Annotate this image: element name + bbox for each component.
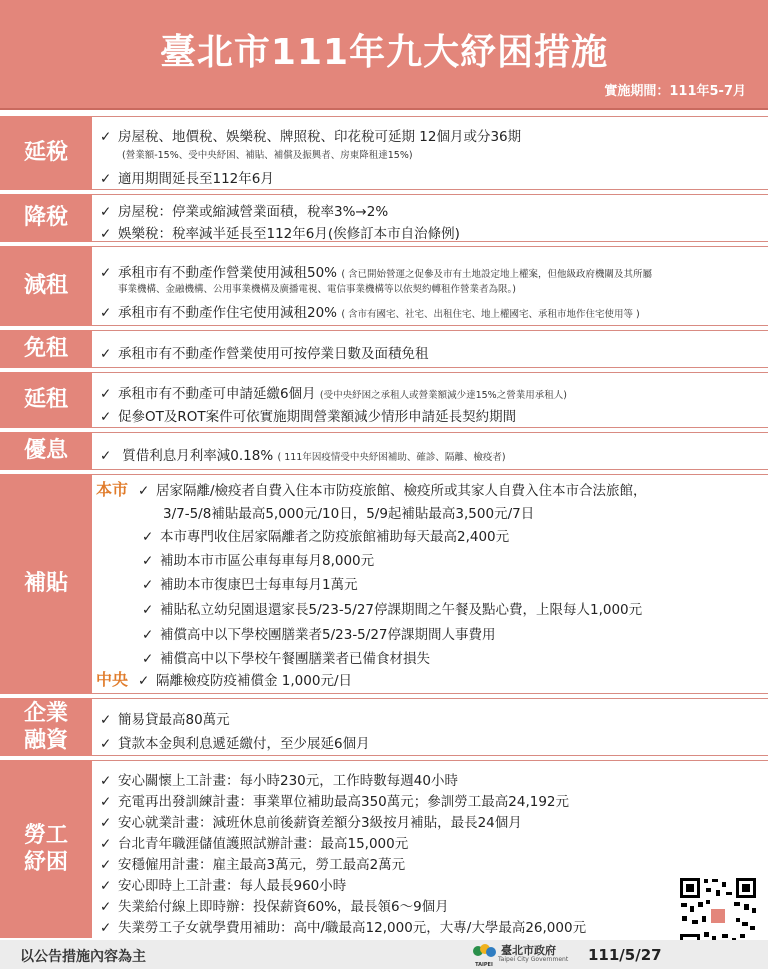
list-item: ✓ 房屋稅：停業或縮減營業面積，稅率3%→2%	[100, 204, 389, 220]
list-item: ✓ 承租市有不動產作住宅使用減租20% ( 含市有國宅、社宅、出租住宅、地上權國宅、承租市地作住宅使用等 )	[100, 305, 640, 321]
check-icon: ✓	[142, 627, 154, 643]
check-icon: ✓	[138, 673, 150, 689]
category-interest: 優息	[0, 432, 92, 470]
list-item: ✓ 失業勞工子女就學費用補助：高中/職最高12,000元，大專/大學最高26,000元	[100, 920, 587, 936]
section-labor-relief	[92, 760, 768, 938]
section-rent-cut	[92, 246, 768, 326]
list-item: ✓ 安心就業計畫：減班休息前後薪資差額分3級按月補貼，最長24個月	[100, 815, 522, 831]
list-item: ✓ 充電再出發訓練計畫：事業單位補助最高350萬元；參訓勞工最高24,192元	[100, 794, 570, 810]
list-item: ✓ 補償高中以下學校團膳業者5/23-5/27停課期間人事費用	[142, 627, 496, 643]
check-icon: ✓	[100, 836, 112, 852]
list-item: ✓ 失業給付線上即時辦：投保薪資60%，最長領6～9個月	[100, 899, 449, 915]
implementation-period: 實施期間：111年5-7月	[604, 84, 746, 99]
check-icon: ✓	[100, 448, 112, 464]
list-item: ✓ 承租市有不動產作營業使用可按停業日數及面積免租	[100, 346, 429, 362]
check-icon: ✓	[100, 920, 112, 936]
check-icon: ✓	[100, 409, 112, 425]
check-icon: ✓	[100, 773, 112, 789]
check-icon: ✓	[100, 794, 112, 810]
check-icon: ✓	[100, 226, 112, 242]
category-subsidy: 補貼	[0, 474, 92, 694]
list-item: ✓ 安穩僱用計畫：雇主最高3萬元，勞工最高2萬元	[100, 857, 406, 873]
check-icon: ✓	[100, 857, 112, 873]
category-tax-delay: 延稅	[0, 116, 92, 190]
page-title: 臺北市111年九大紓困措施	[159, 32, 609, 73]
list-item: ✓ 隔離檢疫防疫補償金 1,000元/日	[138, 673, 352, 689]
section-tax-delay	[92, 116, 768, 190]
list-item: ✓ 適用期間延長至112年6月	[100, 171, 274, 187]
list-item: ✓ 承租市有不動產作營業使用減租50% ( 含已開始營運之促參及市有土地設定地上權案，但他級政府機關及其所屬	[100, 265, 653, 281]
check-icon: ✓	[142, 602, 154, 618]
check-icon: ✓	[100, 899, 112, 915]
check-icon: ✓	[100, 878, 112, 894]
list-item-continuation: 3/7-5/8補貼最高5,000元/10日，5/9起補貼最高3,500元/7日	[163, 506, 535, 522]
org-name: 臺北市政府	[501, 944, 556, 957]
header-banner	[0, 0, 768, 110]
tag-city: 本市	[96, 480, 129, 499]
list-item: ✓ 補償高中以下學校午餐團膳業者已備食材損失	[142, 651, 430, 667]
list-item: ✓ 房屋稅、地價稅、娛樂稅、牌照稅、印花稅可延期 12個月或分36期	[100, 129, 522, 145]
check-icon: ✓	[142, 529, 154, 545]
check-icon: ✓	[142, 553, 154, 569]
list-item: ✓ 娛樂稅：稅率減半延長至112年6月(俟修訂本市自治條例)	[100, 226, 460, 242]
category-rent-cut: 減租	[0, 246, 92, 326]
section-subsidy	[92, 474, 768, 694]
category-business-financing: 企業 融資	[0, 698, 92, 756]
list-item: ✓ 安心關懷上工計畫：每小時230元，工作時數每週40小時	[100, 773, 458, 789]
section-interest	[92, 432, 768, 470]
check-icon: ✓	[100, 736, 112, 752]
check-icon: ✓	[100, 815, 112, 831]
publish-date: 111/5/27	[588, 946, 662, 964]
check-icon: ✓	[100, 265, 112, 281]
check-icon: ✓	[142, 577, 154, 593]
section-rent-free	[92, 330, 768, 368]
check-icon: ✓	[100, 129, 112, 145]
org-name-en: Taipei City Government	[498, 956, 569, 963]
category-labor-relief: 勞工 紓困	[0, 760, 92, 938]
footer-note: 以公告措施內容為主	[20, 949, 146, 965]
category-tax-cut: 降稅	[0, 194, 92, 242]
list-item: ✓ 居家隔離/檢疫者自費入住本市防疫旅館、檢疫所或其家人自費入住本市合法旅館，	[138, 483, 647, 499]
list-item: ✓ 承租市有不動產可申請延繳6個月 (受中央紓困之承租人或營業額減少達15%之營業用承租人)	[100, 386, 567, 402]
list-item: ✓ 補助本市市區公車每車每月8,000元	[142, 553, 375, 569]
list-item: ✓ 台北青年職涯儲值護照試辦計畫：最高15,000元	[100, 836, 409, 852]
check-icon: ✓	[100, 386, 112, 402]
list-item: ✓ 本市專門收住居家隔離者之防疫旅館補助每天最高2,400元	[142, 529, 510, 545]
list-item-note: 事業機構、金融機構、公用事業機構及廣播電視、電信事業機構等以依契約轉租作營業者為限。)	[118, 284, 516, 295]
list-item: ✓ 簡易貸最高80萬元	[100, 712, 230, 728]
check-icon: ✓	[142, 651, 154, 667]
check-icon: ✓	[100, 204, 112, 220]
section-tax-cut	[92, 194, 768, 242]
tag-central: 中央	[96, 670, 129, 689]
check-icon: ✓	[100, 171, 112, 187]
section-rent-delay	[92, 372, 768, 428]
list-item: ✓ 補助本市復康巴士每車每月1萬元	[142, 577, 358, 593]
check-icon: ✓	[100, 346, 112, 362]
list-item: ✓ 貸款本金與利息遞延繳付，至少展延6個月	[100, 736, 370, 752]
logo-wordmark: TAIPEI	[475, 962, 493, 967]
list-item-note: (營業額-15%、受中央紓困、補貼、補償及振興者、房東降租達15%)	[122, 150, 413, 161]
footer	[0, 940, 768, 969]
taipei-logo-icon	[470, 941, 498, 967]
category-rent-delay: 延租	[0, 372, 92, 428]
category-rent-free: 免租	[0, 330, 92, 368]
check-icon: ✓	[138, 483, 150, 499]
section-business-financing	[92, 698, 768, 756]
check-icon: ✓	[100, 305, 112, 321]
list-item: ✓ 補貼私立幼兒園退還家長5/23-5/27停課期間之午餐及點心費，上限每人1,000元	[142, 602, 643, 618]
list-item: ✓ 安心即時上工計畫：每人最長960小時	[100, 878, 347, 894]
list-item: ✓ 促參OT及ROT案件可依實施期間營業額減少情形申請延長契約期間	[100, 409, 517, 425]
list-item: ✓ 質借利息月利率減0.18% ( 111年因疫情受中央紓困補助、確診、隔離、檢疫者)	[100, 448, 506, 464]
taipei-city-logo	[470, 941, 568, 967]
check-icon: ✓	[100, 712, 112, 728]
